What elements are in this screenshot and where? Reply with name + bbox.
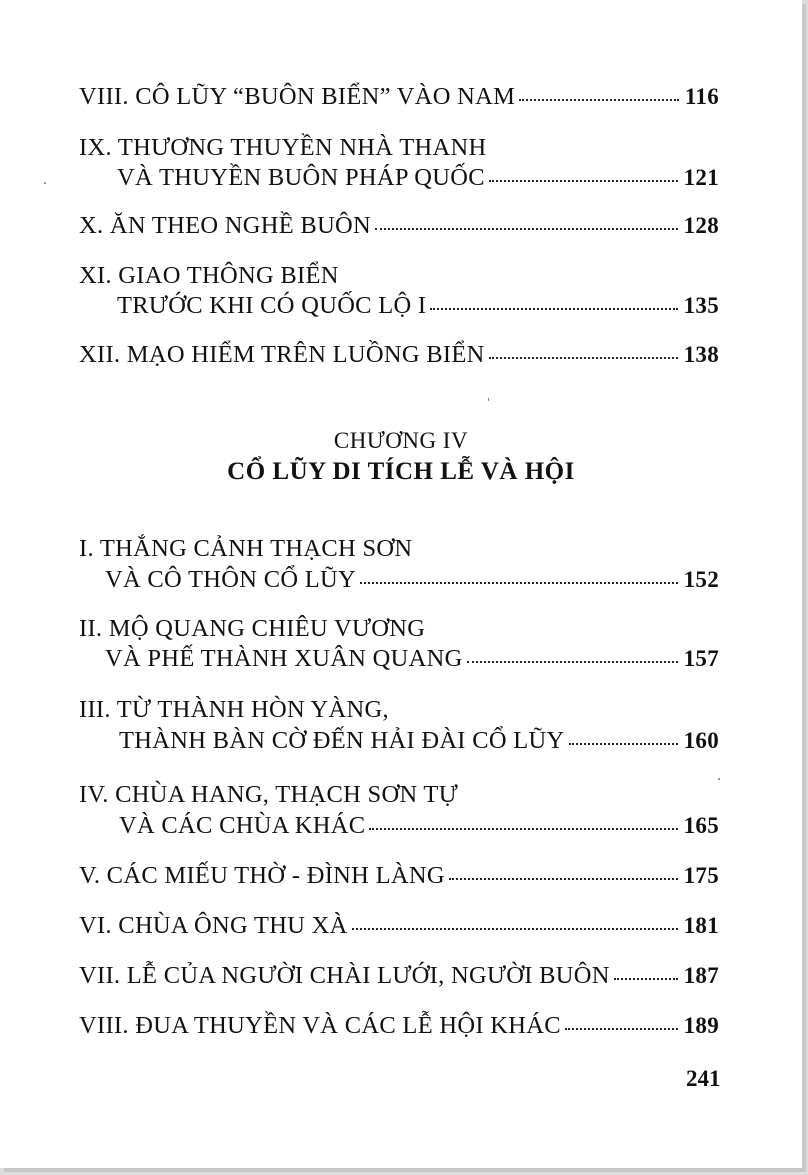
toc-entry-title: XI. GIAO THÔNG BIỂN — [79, 262, 339, 289]
toc-entry-iii — [79, 698, 719, 758]
chapter-title: CỔ LŨY DI TÍCH LỄ VÀ HỘI — [227, 458, 575, 485]
dot-leader — [360, 582, 678, 584]
toc-entry-title: VIII. ĐUA THUYỀN VÀ CÁC LỄ HỘI KHÁC — [79, 1012, 561, 1039]
toc-entry-page: 175 — [683, 863, 719, 888]
toc-entry-title-cont: VÀ PHẾ THÀNH XUÂN QUANG — [105, 645, 463, 672]
toc-entry-title-cont: VÀ CÔ THÔN CỔ LŨY — [105, 566, 357, 593]
toc-entry-ii — [79, 617, 719, 677]
dot-leader — [614, 978, 678, 980]
dot-leader — [449, 878, 678, 880]
toc-entry-title: X. ĂN THEO NGHỀ BUÔN — [79, 212, 372, 239]
toc-entry-xi — [79, 264, 719, 324]
toc-entry-page: 152 — [683, 567, 719, 592]
toc-entry-page: 135 — [683, 293, 719, 318]
toc-entry-title: IX. THƯƠNG THUYỀN NHÀ THANH — [79, 134, 487, 161]
toc-entry-page: 121 — [683, 165, 719, 190]
dot-leader — [375, 228, 678, 230]
toc-entry-title: VIII. CÔ LŨY “BUÔN BIỂN” VÀO NAM — [79, 83, 516, 110]
toc-entry-title-cont: VÀ THUYỀN BUÔN PHÁP QUỐC — [117, 164, 485, 191]
toc-entry-title-cont: THÀNH BÀN CỜ ĐẾN HẢI ĐÀI CỔ LŨY — [119, 727, 565, 754]
scan-speck — [44, 182, 46, 184]
toc-entry-title: II. MỘ QUANG CHIÊU VƯƠNG — [79, 615, 426, 642]
toc-entry-title: VII. LỄ CỦA NGƯỜI CHÀI LƯỚI, NGƯỜI BUÔN — [79, 962, 610, 989]
dot-leader — [569, 743, 678, 745]
scan-speck — [718, 778, 720, 780]
dot-leader — [519, 99, 679, 101]
toc-entry-i — [79, 537, 719, 597]
toc-entry-page: 116 — [684, 84, 719, 109]
toc-entry-vi — [79, 914, 719, 944]
toc-entry-title: XII. MẠO HIỂM TRÊN LUỒNG BIỂN — [79, 341, 485, 368]
toc-entry-page: 187 — [683, 963, 719, 988]
toc-entry-title-cont: VÀ CÁC CHÙA KHÁC — [119, 812, 366, 839]
toc-entry-page: 189 — [683, 1013, 719, 1038]
toc-entry-page: 160 — [683, 728, 719, 753]
toc-entry-page: 128 — [683, 213, 719, 238]
toc-entry-page: 181 — [683, 913, 719, 938]
toc-entry-title: V. CÁC MIẾU THỜ - ĐÌNH LÀNG — [79, 862, 445, 889]
dot-leader — [369, 828, 677, 830]
toc-entry-x — [79, 214, 719, 244]
toc-entry-viii-b — [79, 1014, 719, 1044]
toc-entry-page: 165 — [683, 813, 719, 838]
dot-leader — [489, 357, 678, 359]
toc-entry-vii — [79, 964, 719, 994]
toc-entry-iv — [79, 783, 719, 843]
toc-entry-viii-a — [79, 85, 719, 115]
toc-entry-title-cont: TRƯỚC KHI CÓ QUỐC LỘ I — [117, 292, 427, 319]
toc-entry-v — [79, 864, 719, 894]
toc-entry-page: 157 — [683, 646, 719, 671]
toc-entry-title: I. THẮNG CẢNH THẠCH SƠN — [79, 535, 413, 562]
dot-leader — [489, 180, 678, 182]
toc-entry-title: IV. CHÙA HANG, THẠCH SƠN TỰ — [79, 781, 458, 808]
toc-entry-ix — [79, 136, 719, 196]
toc-entry-xii — [79, 343, 719, 373]
toc-entry-title: VI. CHÙA ÔNG THU XÀ — [79, 912, 348, 939]
page-number: 241 — [686, 1066, 721, 1091]
toc-entry-title: III. TỪ THÀNH HÒN YÀNG, — [79, 696, 389, 723]
chapter-number: CHƯƠNG IV — [333, 428, 469, 453]
toc-entry-page: 138 — [683, 342, 719, 367]
dot-leader — [565, 1028, 678, 1030]
scan-speck — [488, 398, 489, 401]
dot-leader — [430, 308, 677, 310]
dot-leader — [352, 928, 678, 930]
dot-leader — [467, 661, 678, 663]
